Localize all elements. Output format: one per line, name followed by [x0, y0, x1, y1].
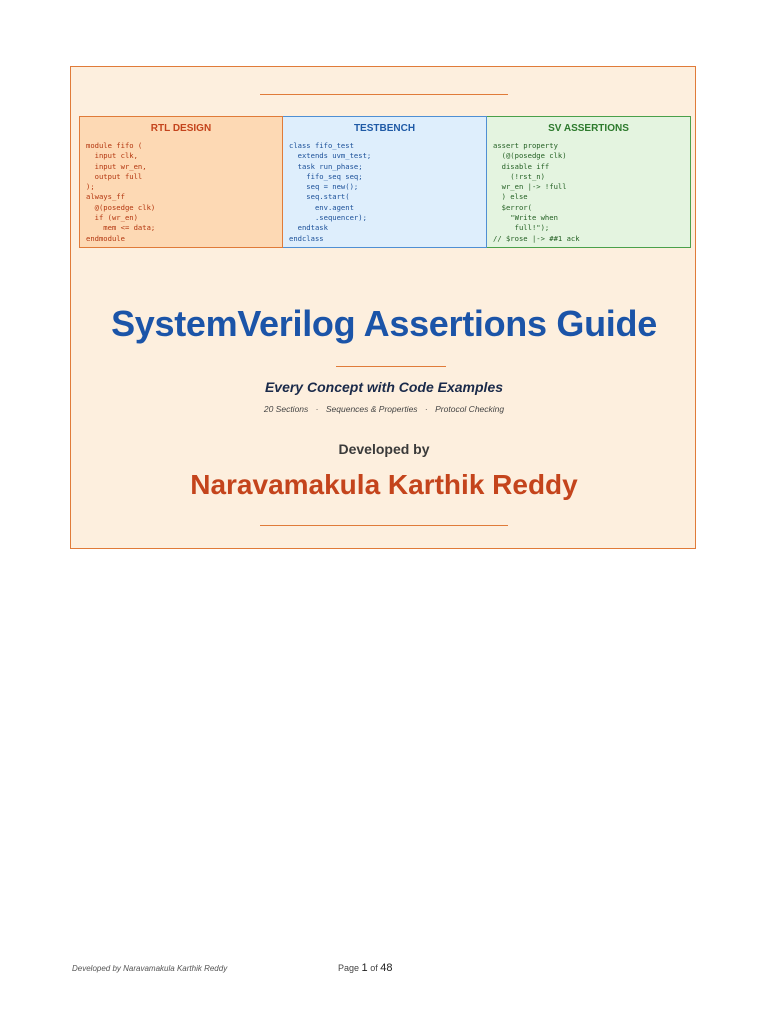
- title-divider: [336, 366, 446, 367]
- page-total: 48: [380, 962, 393, 974]
- sv-assertions-title: SV ASSERTIONS: [548, 123, 629, 134]
- testbench-title: TESTBENCH: [353, 123, 416, 134]
- sv-assertions-code: assert property (@(posedge clk) disable iff (!rst_n) wr_en |-> !full ) else $error( "Write when full!"); // $rose |-> ##1 ack: [493, 141, 580, 243]
- footer-credit: Developed by Naravamakula Karthik Reddy: [72, 964, 228, 973]
- page-label: Page: [338, 963, 360, 973]
- sv-assertions-panel: [487, 116, 691, 248]
- cover-panel: [70, 66, 696, 549]
- bottom-divider: [260, 525, 508, 526]
- top-divider: [260, 94, 508, 95]
- code-panels: [79, 116, 691, 248]
- testbench-code: class fifo_test extends uvm_test; task run_phase; fifo_seq seq; seq = new(); seq.start( env.agent .sequencer); endtask endclass: [289, 141, 372, 243]
- topic-tags: [71, 404, 697, 414]
- tag-sequences: Sequences & Properties: [325, 404, 418, 414]
- page-of: of: [370, 963, 378, 973]
- tag-protocol: Protocol Checking: [435, 404, 505, 414]
- page-number: [338, 962, 392, 974]
- tag-separator: ·: [424, 404, 428, 414]
- rtl-design-title: RTL DESIGN: [150, 123, 212, 134]
- tag-sections: 20 Sections: [263, 404, 309, 414]
- page-current: 1: [361, 962, 368, 974]
- testbench-panel: [283, 116, 487, 248]
- document-subtitle: Every Concept with Code Examples: [264, 379, 504, 395]
- rtl-design-panel: [79, 116, 283, 248]
- document-title: SystemVerilog Assertions Guide: [111, 303, 657, 344]
- tag-separator: ·: [315, 404, 319, 414]
- rtl-design-code: module fifo ( input clk, input wr_en, output full ); always_ff @(posedge clk) if (wr_en) mem <= data; endmodule: [86, 141, 156, 243]
- author-name: Naravamakula Karthik Reddy: [190, 469, 578, 500]
- developed-by-label: Developed by: [338, 441, 430, 457]
